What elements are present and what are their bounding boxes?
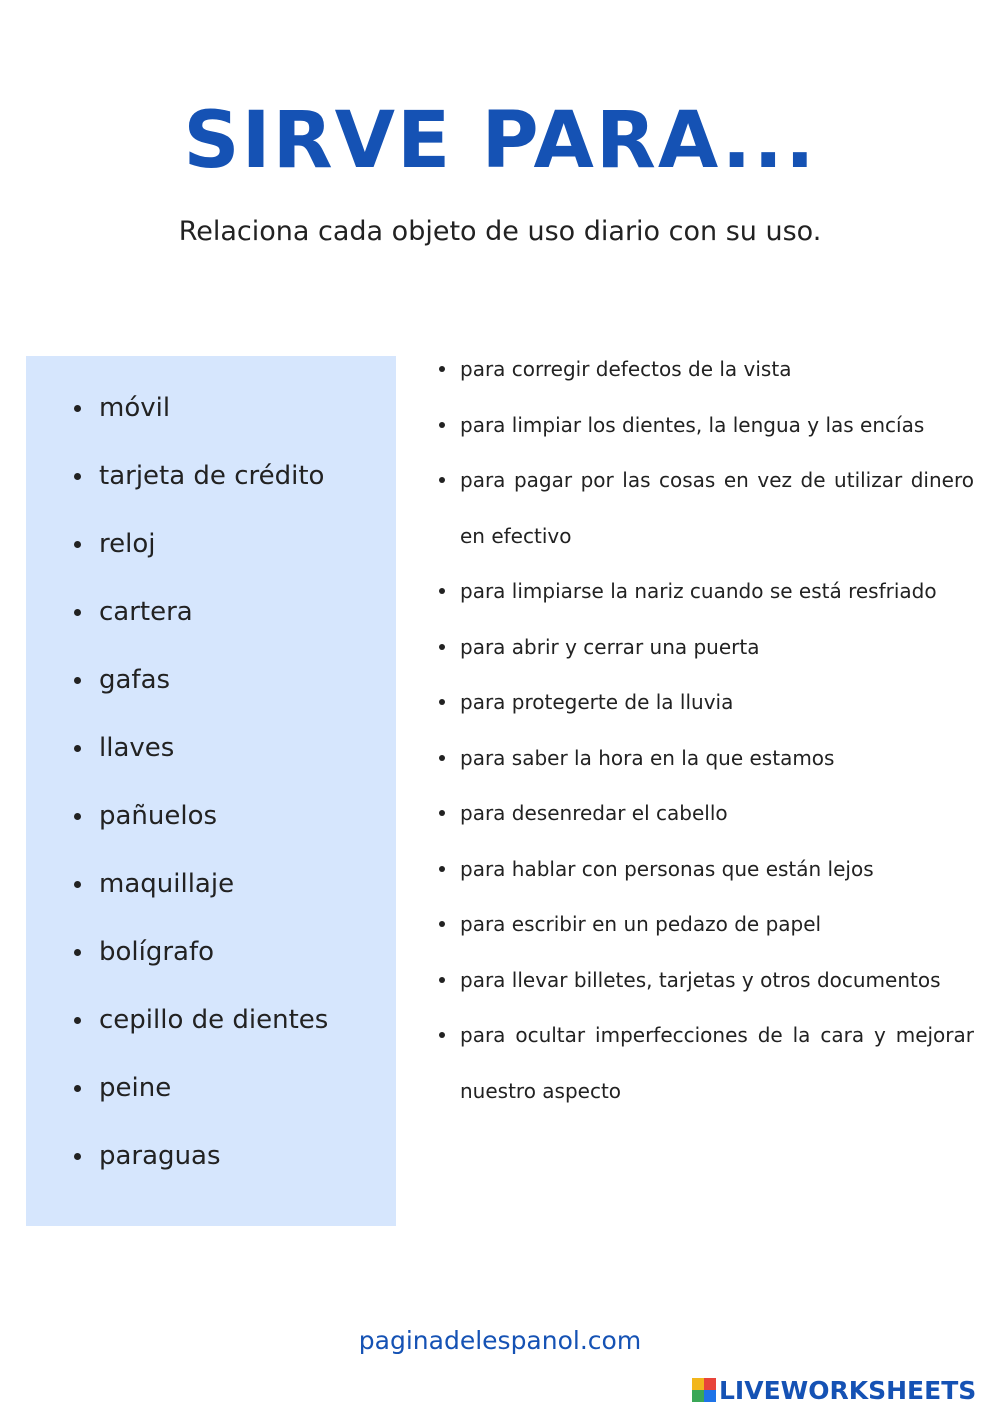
object-item [26, 458, 328, 526]
object-item [26, 662, 328, 730]
liveworksheets-logo-icon [692, 1378, 716, 1402]
bullet-icon [439, 366, 445, 372]
object-label: reloj [99, 529, 156, 559]
object-item [26, 866, 328, 934]
bullet-icon [74, 1153, 81, 1160]
logo-square-blue [704, 1390, 716, 1402]
bullet-icon [439, 699, 445, 705]
use-item [436, 675, 974, 731]
use-item [436, 398, 974, 454]
bullet-icon [439, 977, 445, 983]
use-label: para pagar por las cosas en vez de utilizar dinero en efectivo [460, 468, 974, 548]
bullet-icon [439, 588, 445, 594]
use-item [436, 342, 974, 398]
use-item [436, 731, 974, 787]
bullet-icon [439, 644, 445, 650]
bullet-icon [74, 677, 81, 684]
object-item [26, 730, 328, 798]
object-label: tarjeta de crédito [99, 461, 325, 491]
bullet-icon [439, 477, 445, 483]
use-item [436, 897, 974, 953]
use-label: para llevar billetes, tarjetas y otros documentos [460, 967, 941, 992]
object-item [26, 390, 328, 458]
object-label: pañuelos [99, 801, 218, 831]
object-item [26, 1002, 328, 1070]
use-label: para protegerte de la lluvia [460, 690, 734, 714]
objects-list [26, 390, 328, 1206]
bullet-icon [74, 609, 81, 616]
use-label: para limpiarse la nariz cuando se está resfriado [460, 579, 937, 603]
object-label: maquillaje [99, 869, 235, 899]
bullet-icon [74, 1017, 81, 1024]
object-label: paraguas [99, 1141, 221, 1171]
bullet-icon [74, 881, 81, 888]
use-label: para escribir en un pedazo de papel [460, 912, 822, 936]
use-label: para ocultar imperfecciones de la cara y mejorar nuestro aspecto [460, 1023, 974, 1103]
use-label: para corregir defectos de la vista [460, 357, 792, 381]
bullet-icon [439, 921, 445, 927]
use-label: para saber la hora en la que estamos [460, 745, 835, 770]
object-label: llaves [99, 733, 175, 763]
page-title: SIRVE PARA... [183, 96, 817, 186]
use-item [436, 620, 974, 676]
liveworksheets-wordmark: LIVEWORKSHEETS [719, 1375, 977, 1405]
bullet-icon [74, 541, 81, 548]
bullet-icon [439, 1032, 445, 1038]
website-link[interactable]: paginadelespanol.com [358, 1326, 642, 1355]
bullet-icon [439, 810, 445, 816]
instructions-subtitle: Relaciona cada objeto de uso diario con su uso. [178, 216, 822, 247]
object-item [26, 1070, 328, 1138]
object-item [26, 526, 328, 594]
use-item [436, 953, 974, 1009]
bullet-icon [74, 745, 81, 752]
bullet-icon [74, 473, 81, 480]
bullet-icon [74, 813, 81, 820]
use-label: para hablar con personas que están lejos [460, 856, 874, 881]
object-item [26, 594, 328, 662]
use-label: para abrir y cerrar una puerta [460, 634, 760, 659]
object-label: cartera [99, 597, 193, 627]
object-label: peine [99, 1073, 172, 1103]
bullet-icon [74, 949, 81, 956]
logo-square-green [692, 1390, 704, 1402]
use-item [436, 453, 974, 564]
bullet-icon [439, 422, 445, 428]
object-label: bolígrafo [99, 937, 215, 967]
use-label: para desenredar el cabello [460, 801, 728, 825]
bullet-icon [439, 866, 445, 872]
object-item [26, 798, 328, 866]
use-item [436, 786, 974, 842]
use-item [436, 842, 974, 898]
liveworksheets-brand[interactable] [692, 1374, 976, 1406]
uses-list [436, 342, 974, 1119]
bullet-icon [439, 755, 445, 761]
logo-square-red [704, 1378, 716, 1390]
logo-square-yellow [692, 1378, 704, 1390]
bullet-icon [74, 1085, 81, 1092]
objects-panel [26, 356, 396, 1226]
use-label: para limpiar los dientes, la lengua y las encías [460, 412, 925, 437]
use-item [436, 564, 974, 620]
object-item [26, 934, 328, 1002]
object-item [26, 1138, 328, 1206]
object-label: móvil [99, 393, 171, 423]
object-label: cepillo de dientes [99, 1005, 329, 1035]
use-item [436, 1008, 974, 1119]
bullet-icon [74, 405, 81, 412]
object-label: gafas [99, 665, 171, 695]
